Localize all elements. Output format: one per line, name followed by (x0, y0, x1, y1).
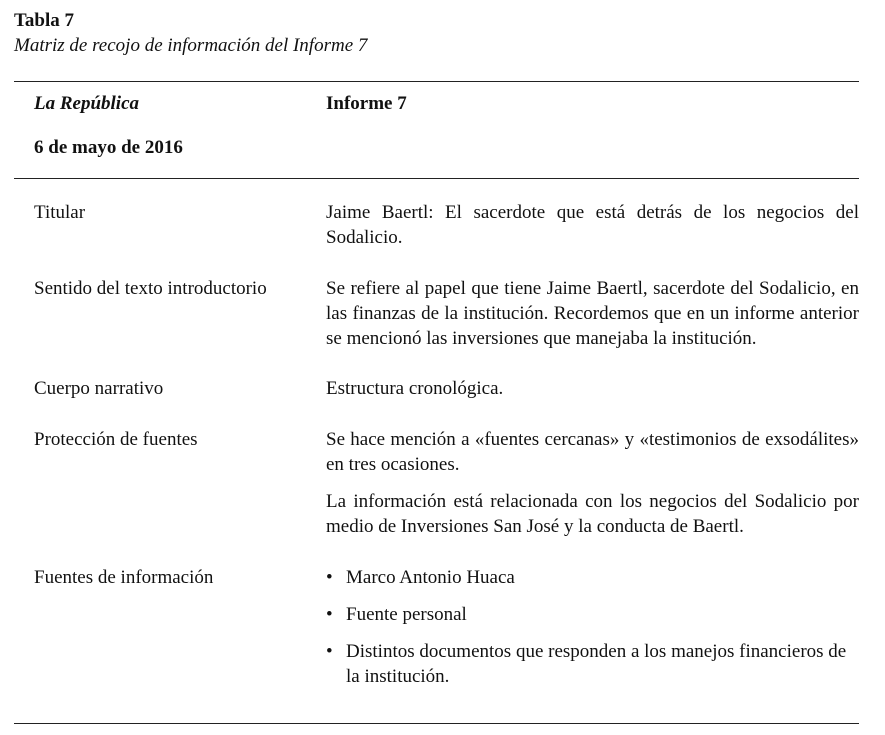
table-bottom-rule (14, 723, 859, 724)
row-value-proteccion (326, 427, 859, 539)
bullet-icon: • (326, 567, 333, 588)
row-label-sentido: Sentido del texto introductorio (34, 278, 267, 299)
row-value-paragraph: La información está relacionada con los negocios del Sodalicio por medio de Inversiones San José y la conducta de Baertl. (326, 491, 859, 537)
list-item-text: Fuente personal (346, 604, 467, 625)
table-caption: Matriz de recojo de información del Informe 7 (14, 35, 368, 56)
row-value-paragraph: Se hace mención a «fuentes cercanas» y «testimonios de exsodálites» en tres ocasiones. (326, 429, 859, 475)
header-date: 6 de mayo de 2016 (34, 137, 183, 158)
list-item (326, 565, 859, 590)
table-number: Tabla 7 (14, 10, 75, 31)
list-item-text: Marco Antonio Huaca (346, 567, 515, 588)
bullet-icon: • (326, 641, 333, 662)
row-label-titular: Titular (34, 202, 86, 223)
list-item (326, 602, 859, 627)
list-item-text: Distintos documentos que responden a los manejos financieros de la institución. (346, 641, 847, 687)
row-value-sentido (326, 276, 859, 351)
header-newspaper: La República (34, 93, 140, 114)
table-header-rule (14, 178, 859, 179)
row-value-paragraph: Se refiere al papel que tiene Jaime Baertl, sacerdote del Sodalicio, en las finanzas de la institución. Recordemos que en un informe anterior se mencionó las inversiones que manejaba la institución. (326, 278, 859, 349)
row-value-fuentes (326, 565, 859, 701)
row-label-cuerpo: Cuerpo narrativo (34, 378, 164, 399)
bullet-list (326, 565, 859, 689)
row-value-paragraph: Jaime Baertl: El sacerdote que está detrás de los negocios del Sodalicio. (326, 202, 859, 248)
row-value-cuerpo (326, 376, 859, 401)
bullet-icon: • (326, 604, 333, 625)
row-value-titular (326, 200, 859, 250)
row-label-proteccion: Protección de fuentes (34, 429, 198, 450)
header-report: Informe 7 (326, 93, 407, 114)
table-top-rule (14, 81, 859, 82)
list-item (326, 639, 859, 689)
row-value-paragraph: Estructura cronológica. (326, 378, 504, 399)
row-label-fuentes: Fuentes de información (34, 567, 214, 588)
